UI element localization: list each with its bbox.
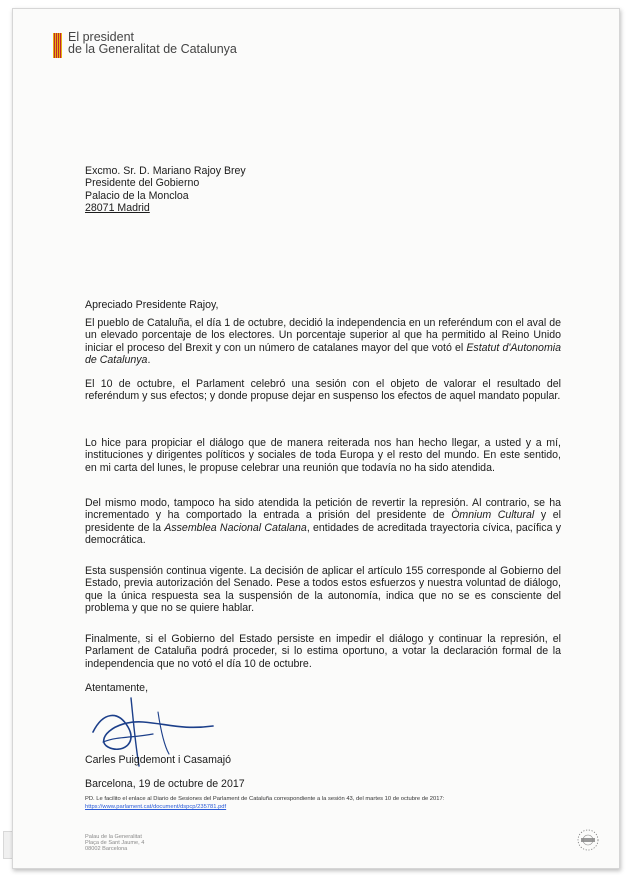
paragraph-1-end: .: [147, 353, 151, 366]
postscript-link[interactable]: https://www.parlament.cat/document/dspcp/235781.pdf: [85, 804, 227, 810]
closing: Atentamente,: [85, 682, 149, 694]
omnium-name: Òmnium Cultural: [451, 509, 535, 522]
letterhead-line-1: El president: [68, 30, 135, 44]
addressee-city: 28071 Madrid: [85, 201, 150, 214]
letterhead: [53, 31, 237, 58]
paragraph-4-text-a: Del mismo modo, tampoco ha sido atendida la petición de revertir la represión. Al contrario, se ha incrementado y ha comportado la entrada a prisión del presidente de: [85, 497, 561, 522]
estatut-title: Estatut d'Autonomia de Catalunya: [85, 341, 562, 366]
anc-name: Assemblea Nacional Catalana: [164, 521, 307, 534]
addressee-place: Palacio de la Moncloa: [85, 189, 189, 202]
greeting: Apreciado Presidente Rajoy,: [85, 299, 219, 311]
letterhead-title: [68, 31, 237, 55]
paragraph-5: Esta suspensión continua vigente. La decisión de aplicar el artículo 155 corresponde al Gobierno del Estado, previa autorización del Senado. Pese a todos estos esfuerzos y nuestra voluntad de diálogo, que la única respuesta sea la suspensión de la autonomía, indica que no se es consciente del problema y que no se quiere hablar.: [85, 565, 561, 614]
paragraph-1-text: El pueblo de Cataluña, el día 1 de octubre, decidió la independencia en un referéndum con el aval de un elevado porcentaje de los electores. Un porcentaje superior al que ha permitido al Reino Unido iniciar el proceso del Brexit y con un número de catalanes mayor del que votó el: [85, 317, 561, 354]
recycling-seal-icon: [575, 827, 601, 853]
paragraph-4-text-b: y el presidente de la: [85, 509, 561, 534]
signer-name: Carles Puigdemont i Casamajó: [85, 754, 232, 766]
paragraph-3: Lo hice para propiciar el diálogo que de manera reiterada nos han hecho llegar, a usted y a mí, instituciones y dirigentes políticos y sociales de toda Europa y el resto del mundo. En este sentido, en mi carta del lunes, le propuse celebrar una reunión que todavía no ha sido atendida.: [85, 437, 561, 474]
footer-address-line-2: Plaça de Sant Jaume, 4: [85, 840, 145, 847]
place-date: Barcelona, 19 de octubre de 2017: [85, 778, 245, 790]
footer-address-line-3: 08002 Barcelona: [85, 846, 128, 853]
paragraph-2: El 10 de octubre, el Parlament celebró una sesión con el objeto de valorar el resultado del referéndum y sus efectos; y donde propuse dejar en suspenso los efectos de aquel mandato popular.: [85, 378, 561, 403]
addressee-name: Excmo. Sr. D. Mariano Rajoy Brey: [85, 165, 246, 177]
postscript-text: PD. Le facilito el enlace al Diario de Sesiones del Parlament de Cataluña correspondiente a la sesión 43, del martes 10 de octubre de 2017:: [85, 796, 445, 802]
paragraph-4-text-c: , entidades de acreditada trayectoria cívica, pacífica y democrática.: [85, 521, 562, 546]
senyera-flag-icon: [53, 33, 62, 58]
postscript: [85, 795, 579, 811]
paragraph-6: Finalmente, si el Gobierno del Estado persiste en impedir el diálogo y continuar la represión, el Parlament de Cataluña podrá proceder, si lo estima oportuno, a votar la declaración formal de la independencia que no votó el día 10 de octubre.: [85, 633, 561, 670]
letterhead-line-2: de la Generalitat de Catalunya: [68, 42, 237, 56]
letter-page: [12, 8, 620, 869]
addressee-title: Presidente del Gobierno: [85, 177, 200, 190]
footer-address: [85, 834, 144, 853]
paragraph-1: [85, 317, 561, 366]
paragraph-4: [85, 497, 561, 546]
addressee-block: [85, 165, 561, 214]
footer-address-line-1: Palau de la Generalitat: [85, 834, 142, 840]
